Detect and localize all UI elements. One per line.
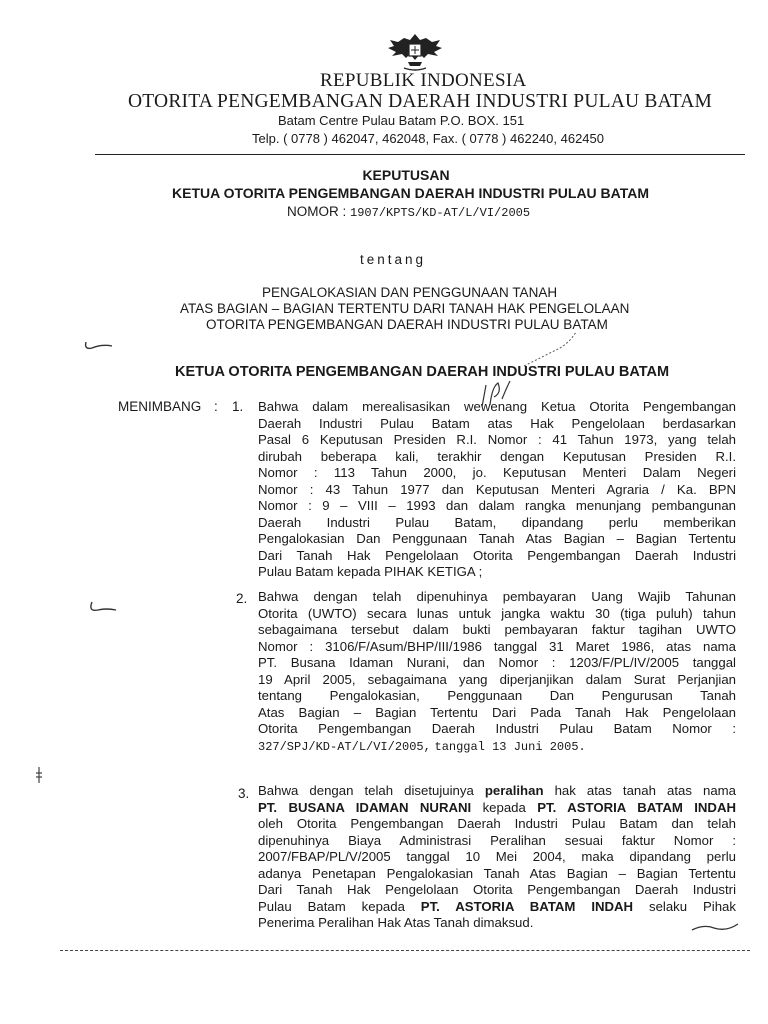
considering-label: MENIMBANG xyxy=(118,399,202,414)
item-line: Bahwa dalam merealisasikan wewenang Ketua Otorita Pengembangan xyxy=(258,399,736,414)
item-line: dipenuhinya Biaya Administrasi Peralihan sesuai faktur Nomor : xyxy=(258,832,736,848)
item-line: Penerima Peralihan Hak Atas Tanah dimaksud. xyxy=(258,915,534,930)
subject-line-2: ATAS BAGIAN – BAGIAN TERTENTU DARI TANAH HAK PENGELOLAAN xyxy=(180,301,630,316)
decree-number xyxy=(287,204,587,220)
phone-fax-line: Telp. ( 0778 ) 462047, 462048, Fax. ( 0778 ) 462240, 462450 xyxy=(252,131,604,146)
considering-item-2 xyxy=(258,589,736,755)
text-run: selaku Pihak xyxy=(633,898,736,914)
text-run: kepada xyxy=(471,799,538,815)
handwritten-initial-icon xyxy=(476,375,516,411)
pen-mark-icon xyxy=(82,336,116,356)
company-to: PT. ASTORIA BATAM INDAH xyxy=(537,799,736,815)
item-line: tentang Pengalokasian, Penggunaan Dan Pengurusan Tanah xyxy=(258,688,736,703)
about-label: tentang xyxy=(360,252,427,267)
item-line: Dari Tanah Hak Pengelolaan Otorita Pengembangan Daerah Industri xyxy=(258,882,736,897)
text-run: Pulau Batam kepada xyxy=(258,898,421,914)
item-line: Pulau Batam kepada PIHAK KETIGA ; xyxy=(258,564,483,579)
item-line xyxy=(258,800,736,817)
item-line: Otorita Pengembangan Daerah Industri Pulau Batam Nomor : xyxy=(258,721,736,736)
garuda-emblem-icon xyxy=(384,30,446,74)
item-line xyxy=(258,783,736,800)
item-line: 19 April 2005, sebagaimana yang diperjanjikan dalam Surat Perjanjian xyxy=(258,671,736,687)
item-line: PT. Busana Idaman Nurani, dan Nomor : 1203/F/PL/IV/2005 tanggal xyxy=(258,655,736,670)
item-line xyxy=(258,899,736,916)
decree-number-label: NOMOR : xyxy=(287,204,347,219)
official-title: KETUA OTORITA PENGEMBANGAN DAERAH INDUSTRI PULAU BATAM xyxy=(175,364,670,380)
item-line: 2007/FBAP/PL/V/2005 tanggal 10 Mei 2004, maka dipandang perlu xyxy=(258,849,736,864)
decree-number-value: 1907/KPTS/KD-AT/L/VI/2005 xyxy=(350,206,531,220)
country-heading: REPUBLIK INDONESIA xyxy=(320,70,527,91)
considering-item-1 xyxy=(258,399,736,581)
decree-title: KETUA OTORITA PENGEMBANGAN DAERAH INDUSTRI PULAU BATAM xyxy=(172,185,650,201)
item-line: Nomor : 113 Tahun 2000, jo. Keputusan Menteri Dalam Negeri xyxy=(258,465,736,480)
item-line: Daerah Industri Pulau Batam atas Hak Pengelolaan berdasarkan xyxy=(258,415,736,431)
item-number: 2. xyxy=(236,591,248,606)
company-from: PT. BUSANA IDAMAN NURANI xyxy=(258,799,472,815)
decree-type: KEPUTUSAN xyxy=(362,167,450,183)
page-bottom-divider xyxy=(60,950,750,951)
item-line: Otorita (UWTO) secara lunas untuk jangka waktu 30 (tiga puluh) tahun xyxy=(258,605,736,621)
letterhead-divider xyxy=(95,154,745,155)
item-number: 1. xyxy=(232,399,244,414)
item-line: Dari Tanah Hak Pengelolaan Otorita Pengembangan Daerah Industri xyxy=(258,547,736,563)
text-run-bold: peralihan xyxy=(484,783,544,798)
binder-mark-icon xyxy=(34,765,44,785)
item-line: Nomor : 9 – VIII – 1993 dan dalam rangka menunjang pembangunan xyxy=(258,498,736,513)
item-line: Nomor : 43 Tahun 1977 dan Keputusan Menteri Agraria / Ka. BPN xyxy=(258,481,736,497)
considering-item-3 xyxy=(258,783,736,932)
item-line: adanya Penetapan Pengalokasian Tanah Atas Bagian – Bagian Tertentu xyxy=(258,865,736,881)
item-number: 3. xyxy=(238,786,250,801)
item-line-typed xyxy=(258,738,736,756)
pen-mark-icon xyxy=(690,920,740,934)
item-line: Pasal 6 Keputusan Presiden R.I. Nomor : 41 Tahun 1973, yang telah xyxy=(258,432,736,447)
item-line: Atas Bagian – Bagian Tertentu Dari Pada Tanah Hak Pengelolaan xyxy=(258,704,736,720)
authority-heading: OTORITA PENGEMBANGAN DAERAH INDUSTRI PULAU BATAM xyxy=(128,91,713,112)
agreement-reference: 327/SPJ/KD-AT/L/VI/2005, xyxy=(258,739,431,754)
item-line: Nomor : 3106/F/Asum/BHP/III/1986 tanggal 31 Maret 1986, atas nama xyxy=(258,638,736,654)
item-line: dirubah beberapa kali, terakhir dengan Keputusan Presiden R.I. xyxy=(258,448,736,464)
company-to: PT. ASTORIA BATAM INDAH xyxy=(420,898,634,914)
considering-colon: : xyxy=(214,399,218,414)
text-run: hak atas tanah atas nama xyxy=(543,783,736,798)
text-run: Bahwa dengan telah disetujuinya xyxy=(258,783,485,798)
item-line: Daerah Industri Pulau Batam, dipandang perlu memberikan xyxy=(258,514,736,530)
item-line: Bahwa dengan telah dipenuhinya pembayaran Uang Wajib Tahunan xyxy=(258,589,736,604)
pen-mark-icon xyxy=(86,598,120,620)
item-line: Pengalokasian Dan Penggunaan Tanah Atas Bagian – Bagian Tertentu xyxy=(258,531,736,546)
address-line: Batam Centre Pulau Batam P.O. BOX. 151 xyxy=(278,113,525,128)
item-line: sebagaimana tersebut dalam bukti pembayaran faktur tagihan UWTO xyxy=(258,622,736,637)
item-line: oleh Otorita Pengembangan Daerah Industri Pulau Batam dan telah xyxy=(258,816,736,831)
pen-stroke-icon xyxy=(520,330,580,370)
subject-line-3: OTORITA PENGEMBANGAN DAERAH INDUSTRI PULAU BATAM xyxy=(206,317,608,332)
subject-line-1: PENGALOKASIAN DAN PENGGUNAAN TANAH xyxy=(262,285,558,300)
agreement-date: tanggal 13 Juni 2005. xyxy=(434,739,586,754)
